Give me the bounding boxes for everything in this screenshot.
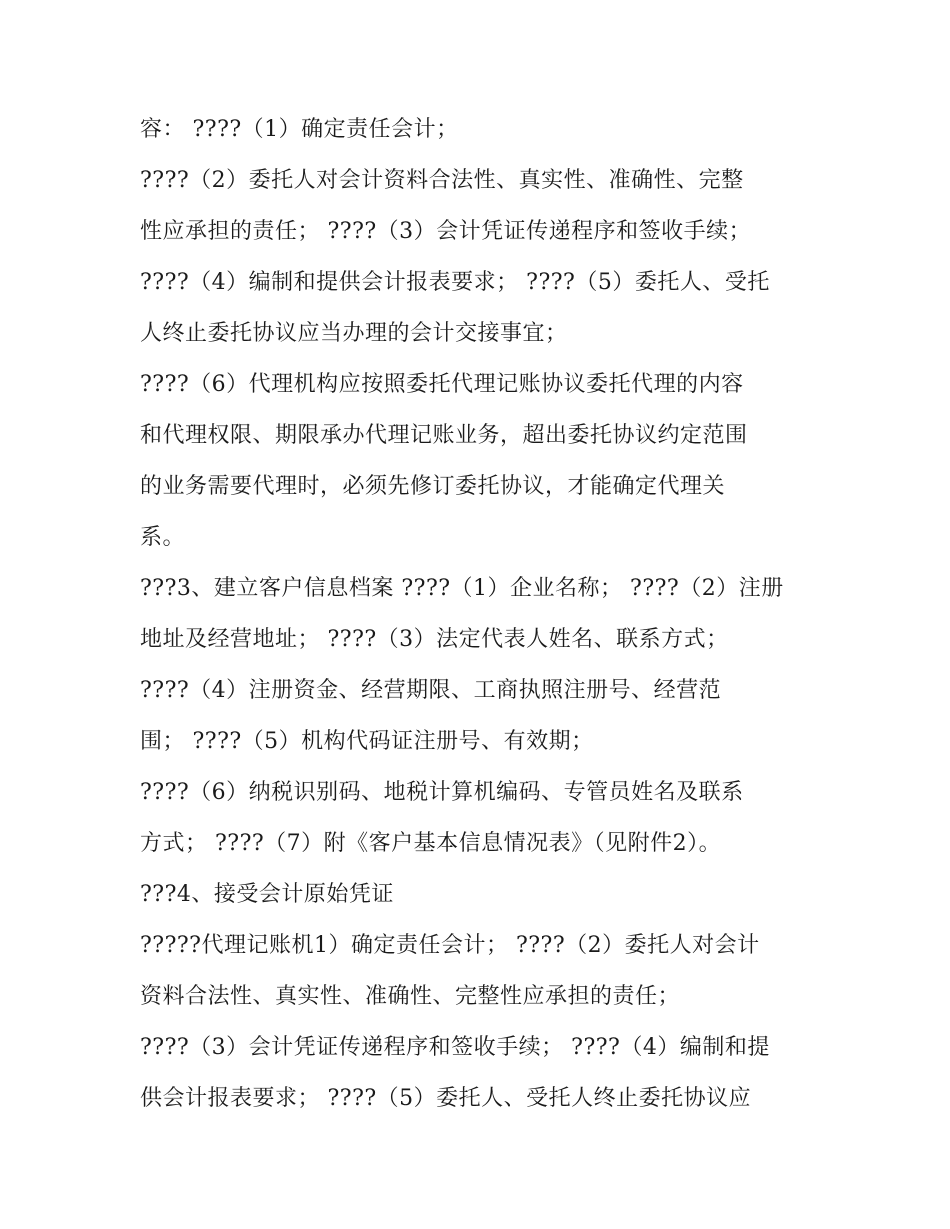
text-line: 性应承担的责任； ????（3）会计凭证传递程序和签收手续； <box>140 219 752 244</box>
document-body <box>140 108 820 1128</box>
text-line: ????（6）代理机构应按照委托代理记账协议委托代理的内容 <box>140 372 744 397</box>
text-line: ????（6）纳税识别码、地税计算机编码、专管员姓名及联系 <box>140 780 744 805</box>
text-line: 和代理权限、期限承办代理记账业务，超出委托协议约定范围 <box>140 423 748 448</box>
text-line: ???4、接受会计原始凭证 <box>140 882 394 907</box>
text-line: ?????代理记账机1）确定责任会计； ????（2）委托人对会计 <box>140 933 760 958</box>
text-line: 资料合法性、真实性、准确性、完整性应承担的责任； <box>140 984 681 1009</box>
text-line: ????（4）注册资金、经营期限、工商执照注册号、经营范 <box>140 678 722 703</box>
text-line: 供会计报表要求； ????（5）委托人、受托人终止委托协议应 <box>140 1086 752 1111</box>
text-line: 人终止委托协议应当办理的会计交接事宜； <box>140 321 568 346</box>
text-line: ????（3）会计凭证传递程序和签收手续； ????（4）编制和提 <box>140 1035 770 1060</box>
text-line: ????（2）委托人对会计资料合法性、真实性、准确性、完整 <box>140 168 744 193</box>
text-line: 容： ????（1）确定责任会计； <box>140 117 459 142</box>
text-line: ????（4）编制和提供会计报表要求； ????（5）委托人、受托 <box>140 270 770 295</box>
text-line: 地址及经营地址； ????（3）法定代表人姓名、联系方式； <box>140 627 729 652</box>
text-line: 的业务需要代理时，必须先修订委托协议，才能确定代理关 <box>140 474 726 499</box>
text-line: ???3、建立客户信息档案 ????（1）企业名称； ????（2）注册 <box>140 576 784 601</box>
text-line: 围； ????（5）机构代码证注册号、有效期； <box>140 729 594 754</box>
text-line: 方式； ????（7）附《客户基本信息情况表》（见附件2）。 <box>140 831 722 856</box>
text-line: 系。 <box>140 525 186 550</box>
